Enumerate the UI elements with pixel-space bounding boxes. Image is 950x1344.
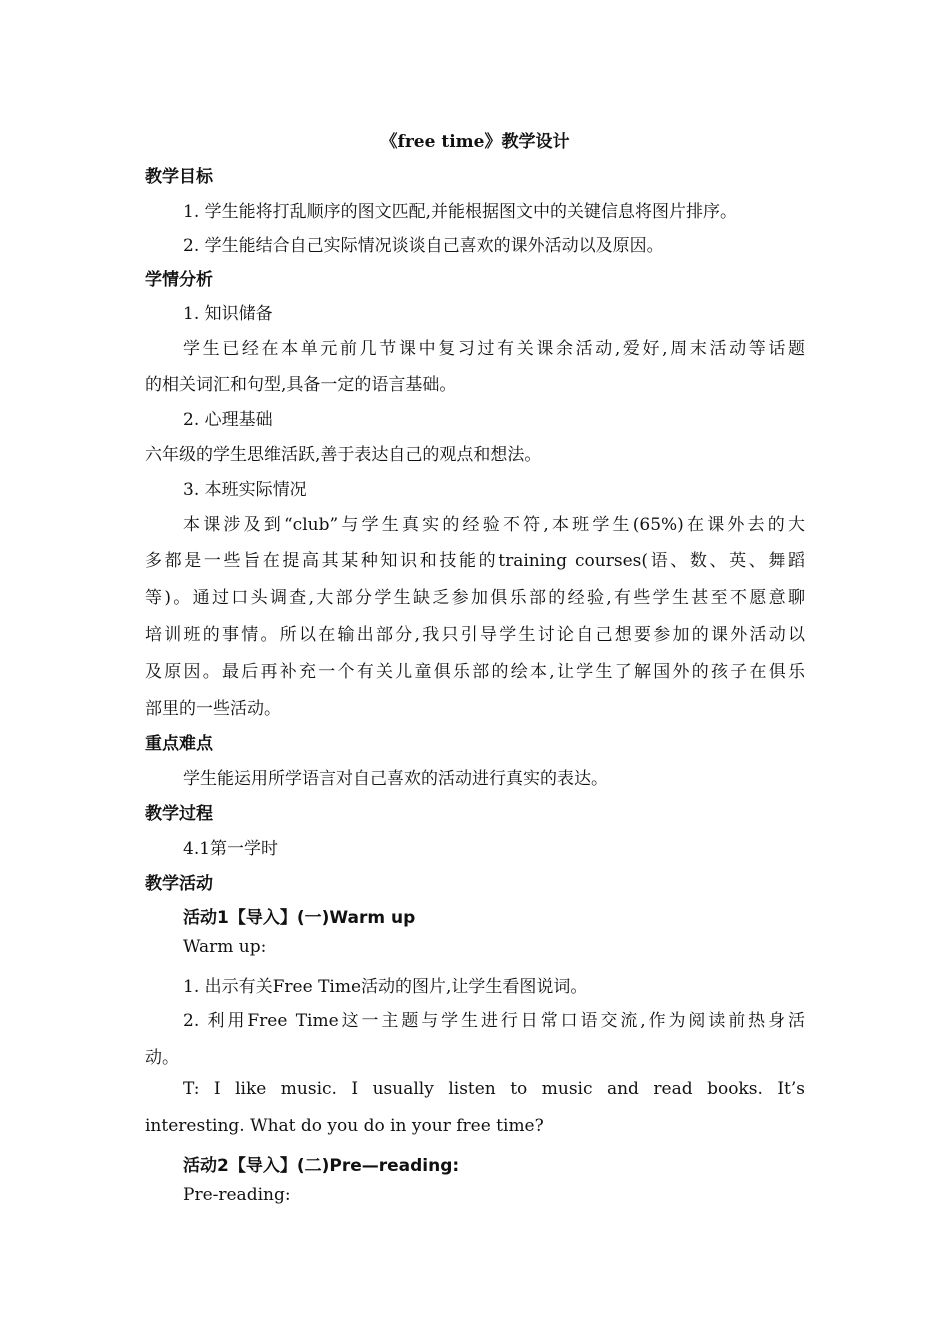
section-heading-key-points: 重点难点	[145, 734, 213, 754]
dialog-line: interesting. What do you do in your free time?	[145, 1116, 544, 1136]
paragraph-line: 学生能运用所学语言对自己喜欢的活动进行真实的表达。	[183, 769, 608, 789]
paragraph-line: 4.1第一学时	[183, 839, 279, 859]
activity-subtitle: Warm up:	[183, 937, 267, 957]
paragraph-line: 本课涉及到“club”与学生真实的经验不符,本班学生(65%)在课外去的大	[183, 515, 805, 535]
activity-subtitle: Pre-reading:	[183, 1185, 291, 1205]
activity-item: 1. 出示有关Free Time活动的图片,让学生看图说词。	[183, 977, 588, 997]
analysis-subtitle: 2. 心理基础	[183, 410, 273, 430]
analysis-subtitle: 1. 知识储备	[183, 304, 273, 324]
paragraph-line: 部里的一些活动。	[145, 699, 281, 719]
paragraph-line: 的相关词汇和句型,具备一定的语言基础。	[145, 375, 457, 395]
paragraph-line: 学生已经在本单元前几节课中复习过有关课余活动,爱好,周末活动等话题	[183, 339, 805, 359]
paragraph-line: 等)。通过口头调查,大部分学生缺乏参加俱乐部的经验,有些学生甚至不愿意聊	[145, 588, 805, 608]
section-heading-analysis: 学情分析	[145, 270, 213, 290]
section-heading-process: 教学过程	[145, 804, 213, 824]
objective-item: 1. 学生能将打乱顺序的图文匹配,并能根据图文中的关键信息将图片排序。	[183, 202, 738, 222]
paragraph-line: 培训班的事情。所以在输出部分,我只引导学生讨论自己想要参加的课外活动以	[145, 625, 805, 645]
activity-title: 活动2【导入】(二)Pre—reading:	[183, 1156, 460, 1176]
analysis-subtitle: 3. 本班实际情况	[183, 480, 307, 500]
objective-item: 2. 学生能结合自己实际情况谈谈自己喜欢的课外活动以及原因。	[183, 236, 664, 256]
paragraph-line: 多都是一些旨在提高其某种知识和技能的training courses(语、数、英、舞蹈	[145, 551, 805, 571]
activity-title: 活动1【导入】(一)Warm up	[183, 908, 416, 928]
paragraph-line: 六年级的学生思维活跃,善于表达自己的观点和想法。	[145, 445, 542, 465]
section-heading-objectives: 教学目标	[145, 167, 213, 187]
paragraph-line: 及原因。最后再补充一个有关儿童俱乐部的绘本,让学生了解国外的孩子在俱乐	[145, 662, 805, 682]
activity-item: 动。	[145, 1048, 179, 1068]
dialog-line: T: I like music. I usually listen to music and read books. It’s	[183, 1079, 805, 1099]
section-heading-activities: 教学活动	[145, 874, 213, 894]
activity-item: 2. 利用Free Time这一主题与学生进行日常口语交流,作为阅读前热身活	[183, 1011, 805, 1031]
document-title: 《free time》教学设计	[380, 132, 570, 152]
